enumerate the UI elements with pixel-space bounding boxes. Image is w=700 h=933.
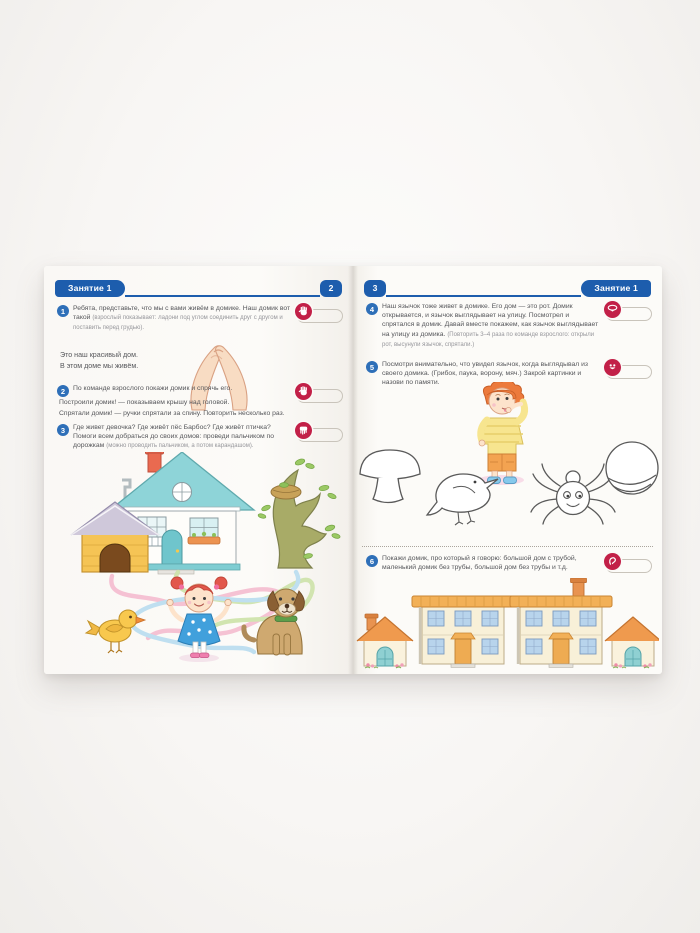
palm-hand-icon	[295, 303, 312, 320]
activity-tab	[297, 309, 343, 323]
task-6	[366, 554, 652, 573]
boy-pointing-at-mouth	[478, 382, 525, 485]
finger-tracing-icon	[295, 422, 312, 439]
tree-with-nest	[258, 458, 341, 568]
task-1-text: Ребята, представьте, что мы с вами живём в домике. Наш домик вот такой	[73, 305, 291, 322]
task-2-result-2: Спрятали домик! — ручки спрятали за спину. Повторить несколько раз.	[59, 410, 285, 417]
ball-outline	[606, 442, 658, 494]
task-5-text: Посмотри внимательно, что увидел язычок, когда выглядывал из своего домика. (Грибок, паука, ворону, мяч.) Закрой картинки и назови по памяти.	[382, 361, 589, 387]
right-header	[364, 278, 651, 297]
ear-icon	[604, 553, 621, 570]
book-spine-gutter	[348, 266, 358, 674]
mushroom-outline	[360, 450, 420, 503]
poem-line-1: Это наш красивый дом.	[60, 351, 138, 359]
lesson-banner: Занятие 1	[55, 280, 125, 297]
task-4-note: (Повторить 3–4 раза по команде взрослого: открыли рот, высунули язычок, спрятали.)	[382, 331, 595, 348]
task-1	[57, 304, 343, 334]
spider-outline	[531, 464, 615, 524]
crow-outline	[427, 474, 498, 525]
header-rule	[386, 295, 581, 297]
task-3-text: Где живет девочка? Где живёт пёс Барбос? Где живёт птичка? Помоги всем добраться до своих домов: проведи пальчиком по дорожкам	[73, 424, 275, 450]
small-house-no-chimney	[605, 617, 659, 668]
page-number: 3	[364, 280, 386, 297]
mouth-tongue-icon	[604, 301, 621, 318]
activity-tab	[606, 365, 652, 379]
task-6-text: Покажи домик, про который я говорю: большой дом с трубой, маленький домик без трубы, большой дом без трубы и т.д.	[382, 555, 577, 572]
task-number-badge: 3	[57, 424, 69, 436]
small-house-with-chimney	[357, 614, 413, 668]
page-right	[353, 266, 662, 674]
workbook-spread	[44, 266, 662, 674]
page-number: 2	[320, 280, 342, 297]
task-2-text: По команде взрослого покажи домик и спрячь его.	[73, 385, 233, 392]
left-header	[55, 278, 342, 297]
task-4-text: Наш язычок тоже живет в домике. Его дом — это рот. Домик открывается, и язычок выглядывает на улицу. Посмотрел и спрятался в домик. Давай вместе покажем, как язычок выглядывает на улицу из домика.	[382, 303, 599, 338]
task-3	[57, 423, 343, 452]
palm-hand-icon	[295, 383, 312, 400]
poem	[60, 350, 138, 371]
task-number-badge: 1	[57, 305, 69, 317]
task-text	[73, 304, 293, 334]
task-3-note: (можно проводить пальчиком, а потом карандашом).	[106, 443, 254, 450]
big-house-no-chimney	[412, 596, 514, 667]
task-number-badge: 4	[366, 303, 378, 315]
task-1-note: (взрослый показывает: ладони под углом соединить друг с другом и поставить перед грудью).	[73, 315, 283, 332]
maze-scene-illustration	[46, 452, 350, 666]
memory-scene-illustration	[353, 382, 659, 544]
big-house-with-chimney	[510, 578, 612, 667]
dashed-separator	[362, 546, 653, 547]
lesson-banner: Занятие 1	[581, 280, 651, 297]
task-2-result-1: Построили домик! — показываем крышу над головой.	[59, 399, 230, 406]
task-number-badge: 2	[57, 385, 69, 397]
activity-tab	[297, 389, 343, 403]
task-text	[382, 302, 602, 350]
task-text	[73, 423, 293, 452]
poem-line-2: В этом доме мы живём.	[60, 361, 139, 370]
task-number-badge: 5	[366, 361, 378, 373]
task-4	[366, 302, 652, 350]
activity-tab	[606, 307, 652, 321]
activity-tab	[606, 559, 652, 573]
houses-row-illustration	[356, 578, 659, 670]
smiling-face-icon	[604, 359, 621, 376]
header-rule	[125, 295, 320, 297]
page-left	[44, 266, 353, 674]
task-number-badge: 6	[366, 555, 378, 567]
activity-tab	[297, 428, 343, 442]
